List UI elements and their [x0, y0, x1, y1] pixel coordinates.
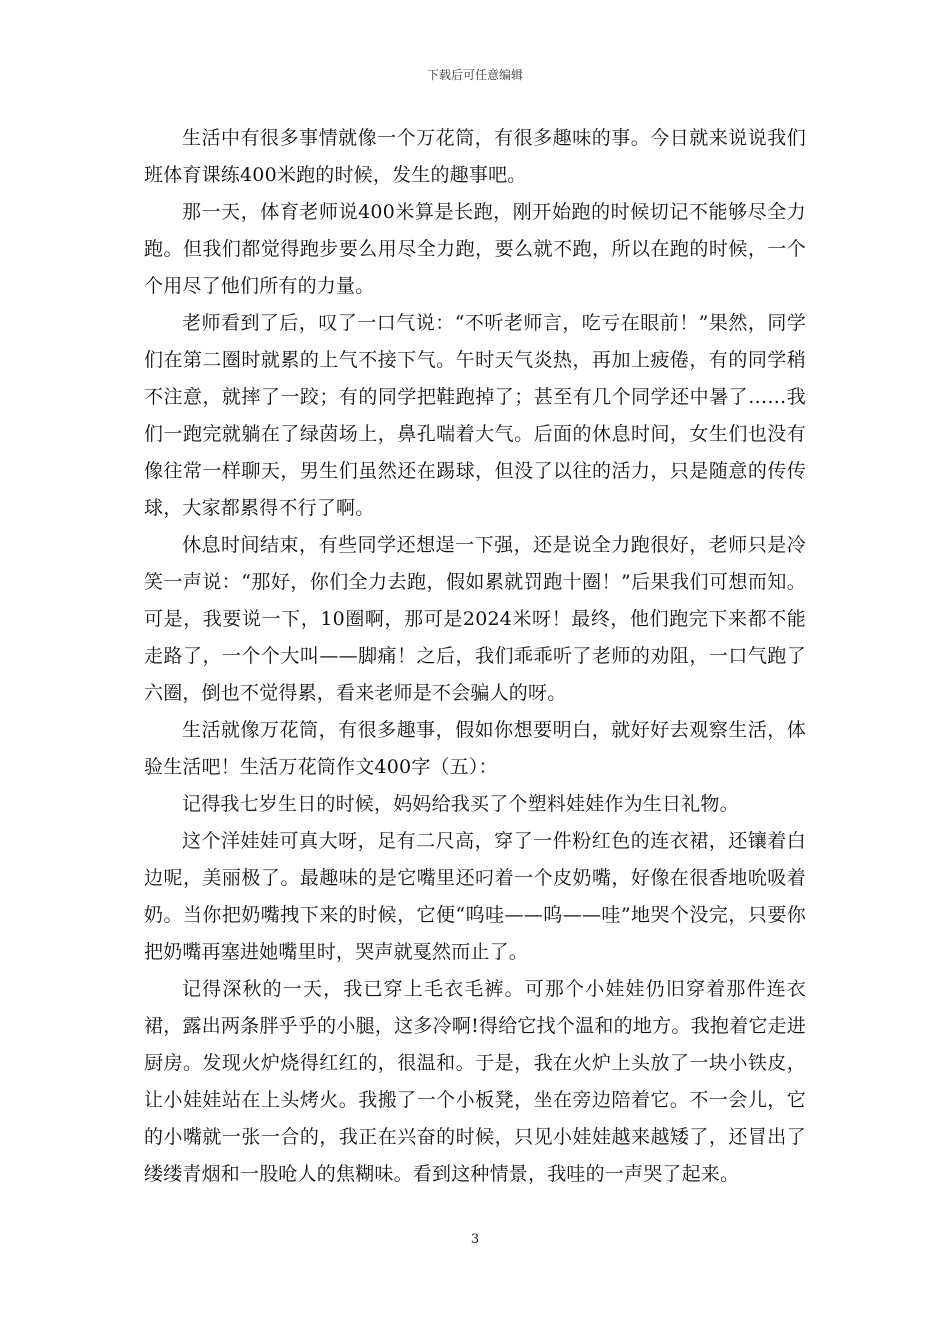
paragraph-2: 那一天，体育老师说400米算是长跑，刚开始跑的时候切记不能够尽全力跑。但我们都觉得跑步要么用尽全力跑，要么就不跑，所以在跑的时候，一个个用尽了他们所有的力量。	[144, 201, 806, 297]
paragraph-1: 生活中有很多事情就像一个万花筒，有很多趣味的事。今日就来说说我们班体育课练400米跑的时候，发生的趣事吧。	[144, 127, 806, 186]
page-number: 3	[470, 1232, 480, 1247]
paragraph-5: 生活就像万花筒，有很多趣事，假如你想要明白，就好好去观察生活，体验生活吧！生活万花筒作文400字（五）：	[144, 719, 806, 778]
paragraph-6: 记得我七岁生日的时候，妈妈给我买了个塑料娃娃作为生日礼物。	[182, 793, 739, 815]
paragraph-7: 这个洋娃娃可真大呀，足有二尺高，穿了一件粉红色的连衣裙，还镶着白边呢，美丽极了。最趣味的是它嘴里还叼着一个皮奶嘴，好像在很香地吮吸着奶。当你把奶嘴拽下来的时候，它便“呜哇——呜——哇”地哭个没完，只要你把奶嘴再塞进她嘴里时，哭声就戛然而止了。	[144, 830, 806, 963]
paragraph-3: 老师看到了后，叹了一口气说：“不听老师言，吃亏在眼前！”果然，同学们在第二圈时就累的上气不接下气。午时天气炎热，再加上疲倦，有的同学稍不注意，就摔了一跤；有的同学把鞋跑掉了；甚至有几个同学还中暑了……我们一跑完就躺在了绿茵场上，鼻孔喘着大气。后面的休息时间，女生们也没有像往常一样聊天，男生们虽然还在踢球，但没了以往的活力，只是随意的传传球，大家都累得不行了啊。	[144, 312, 806, 519]
paragraph-8: 记得深秋的一天，我已穿上毛衣毛裤。可那个小娃娃仍旧穿着那件连衣裙，露出两条胖乎乎的小腿，这多冷啊!得给它找个温和的地方。我抱着它走进厨房。发现火炉烧得红红的，很温和。于是，我在火炉上头放了一块小铁皮，让小娃娃站在上头烤火。我搬了一个小板凳，坐在旁边陪着它。不一会儿，它的小嘴就一张一合的，我正在兴奋的时候，只见小娃娃越来越矮了，还冒出了缕缕青烟和一股呛人的焦糊味。看到这种情景，我哇的一声哭了起来。	[144, 978, 806, 1185]
document-body	[144, 120, 806, 1193]
paragraph-4: 休息时间结束，有些同学还想逞一下强，还是说全力跑很好，老师只是冷笑一声说：“那好，你们全力去跑，假如累就罚跑十圈！”后果我们可想而知。可是，我要说一下，10圈啊，那可是2024米呀！最终，他们跑完下来都不能走路了，一个个大叫——脚痛！之后，我们乖乖听了老师的劝阻，一口气跑了六圈，倒也不觉得累，看来老师是不会骗人的呀。	[144, 534, 806, 704]
page-header: 下载后可任意编辑	[426, 68, 523, 82]
